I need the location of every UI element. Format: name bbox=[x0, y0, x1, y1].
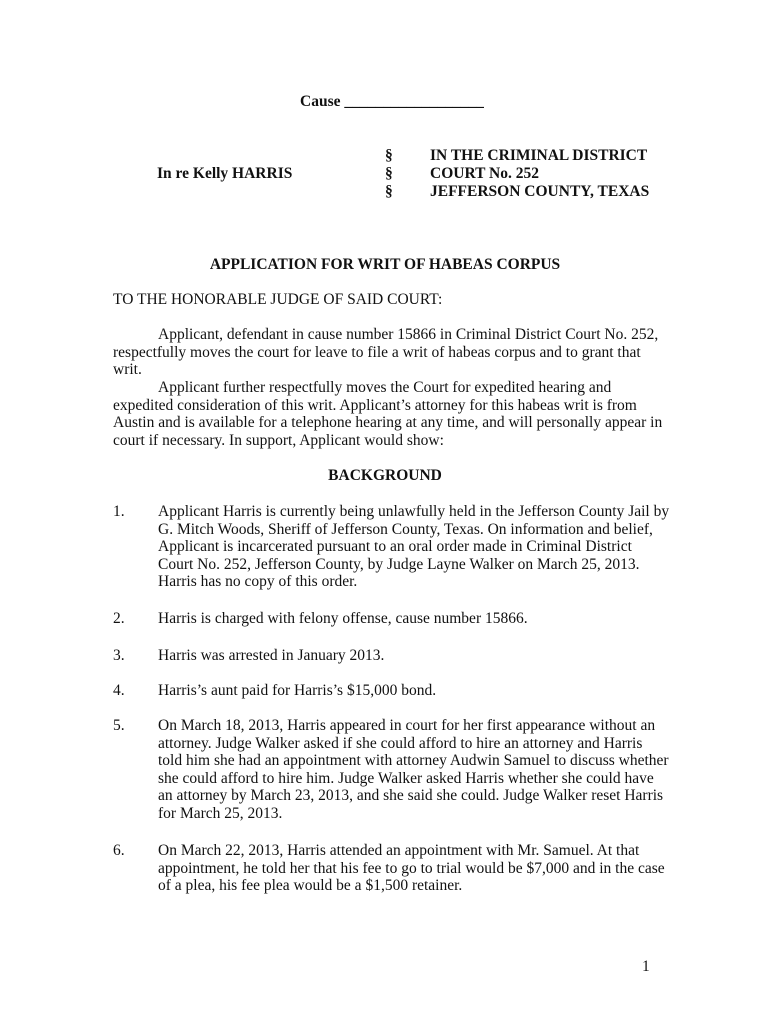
item-number: 3. bbox=[113, 647, 125, 664]
item-number: 1. bbox=[113, 503, 125, 520]
item-line: Harris’s aunt paid for Harris’s $15,000 bond. bbox=[158, 682, 437, 699]
caption-party: In re Kelly HARRIS bbox=[157, 165, 293, 182]
paragraph-line: Applicant further respectfully moves the Court for expedited hearing and bbox=[158, 379, 612, 396]
item-body bbox=[158, 842, 665, 895]
paragraph-line: expedited consideration of this writ. Applicant’s attorney for this habeas writ is from bbox=[113, 396, 637, 414]
item-body bbox=[158, 682, 436, 700]
section-mark: § bbox=[385, 165, 393, 182]
paragraph-line: Austin and is available for a telephone hearing at any time, and will personally appear in bbox=[113, 414, 663, 431]
item-line: attorney. Judge Walker asked if she could afford to hire an attorney and Harris bbox=[158, 734, 643, 752]
item-line: On March 18, 2013, Harris appeared in court for her first appearance without an bbox=[158, 717, 656, 734]
cause-number-blank: __________________ bbox=[344, 93, 484, 110]
section-mark: § bbox=[385, 147, 393, 164]
item-body bbox=[158, 610, 528, 628]
item-line: Harris was arrested in January 2013. bbox=[158, 647, 385, 664]
item-line: she could afford to hire him. Judge Walker asked Harris whether she could have bbox=[158, 769, 654, 787]
caption-section-marks bbox=[385, 147, 393, 201]
salutation: TO THE HONORABLE JUDGE OF SAID COURT: bbox=[113, 291, 443, 308]
paragraph-line: court if necessary. In support, Applicant would show: bbox=[113, 431, 444, 449]
item-line: Court No. 252, Jefferson County, by Judge Layne Walker on March 25, 2013. bbox=[158, 555, 640, 573]
page-number: 1 bbox=[642, 958, 650, 975]
intro-paragraph bbox=[113, 379, 663, 449]
court-line: COURT No. 252 bbox=[430, 165, 539, 182]
item-line: Harris has no copy of this order. bbox=[158, 573, 358, 590]
caption-court bbox=[430, 147, 649, 201]
item-number: 5. bbox=[113, 717, 125, 734]
item-number: 4. bbox=[113, 682, 125, 699]
cause-label: Cause bbox=[300, 93, 341, 110]
item-line: appointment, he told her that his fee to go to trial would be $7,000 and in the case bbox=[158, 859, 665, 877]
document-title: APPLICATION FOR WRIT OF HABEAS CORPUS bbox=[209, 256, 561, 273]
paragraph-line: Applicant, defendant in cause number 15866 in Criminal District Court No. 252, bbox=[158, 326, 659, 343]
section-heading: BACKGROUND bbox=[328, 467, 442, 484]
item-line: of a plea, his fee plea would be a $1,500 retainer. bbox=[158, 877, 463, 894]
item-line: told him she had an appointment with attorney Audwin Samuel to discuss whether bbox=[158, 752, 669, 769]
item-line: an attorney by March 23, 2013, and she said she could. Judge Walker reset Harris bbox=[158, 787, 664, 804]
item-line: G. Mitch Woods, Sheriff of Jefferson County, Texas. On information and belief, bbox=[158, 520, 653, 538]
item-number: 2. bbox=[113, 610, 125, 627]
item-body bbox=[158, 647, 384, 665]
item-number: 6. bbox=[113, 842, 125, 859]
court-line: JEFFERSON COUNTY, TEXAS bbox=[430, 183, 650, 200]
intro-paragraph bbox=[113, 326, 659, 379]
paragraph-line: respectfully moves the court for leave to file a writ of habeas corpus and to grant that bbox=[113, 343, 641, 361]
item-line: Applicant is incarcerated pursuant to an oral order made in Criminal District bbox=[158, 538, 632, 555]
item-line: for March 25, 2013. bbox=[158, 804, 283, 822]
item-line: Applicant Harris is currently being unlawfully held in the Jefferson County Jail by bbox=[158, 503, 670, 520]
item-line: On March 22, 2013, Harris attended an appointment with Mr. Samuel. At that bbox=[158, 842, 640, 859]
item-body bbox=[158, 717, 669, 822]
section-mark: § bbox=[385, 183, 393, 200]
item-line: Harris is charged with felony offense, cause number 15866. bbox=[158, 610, 528, 627]
item-body bbox=[158, 503, 669, 591]
court-line: IN THE CRIMINAL DISTRICT bbox=[430, 147, 648, 164]
cause-line bbox=[300, 93, 484, 111]
paragraph-line: writ. bbox=[113, 361, 142, 378]
